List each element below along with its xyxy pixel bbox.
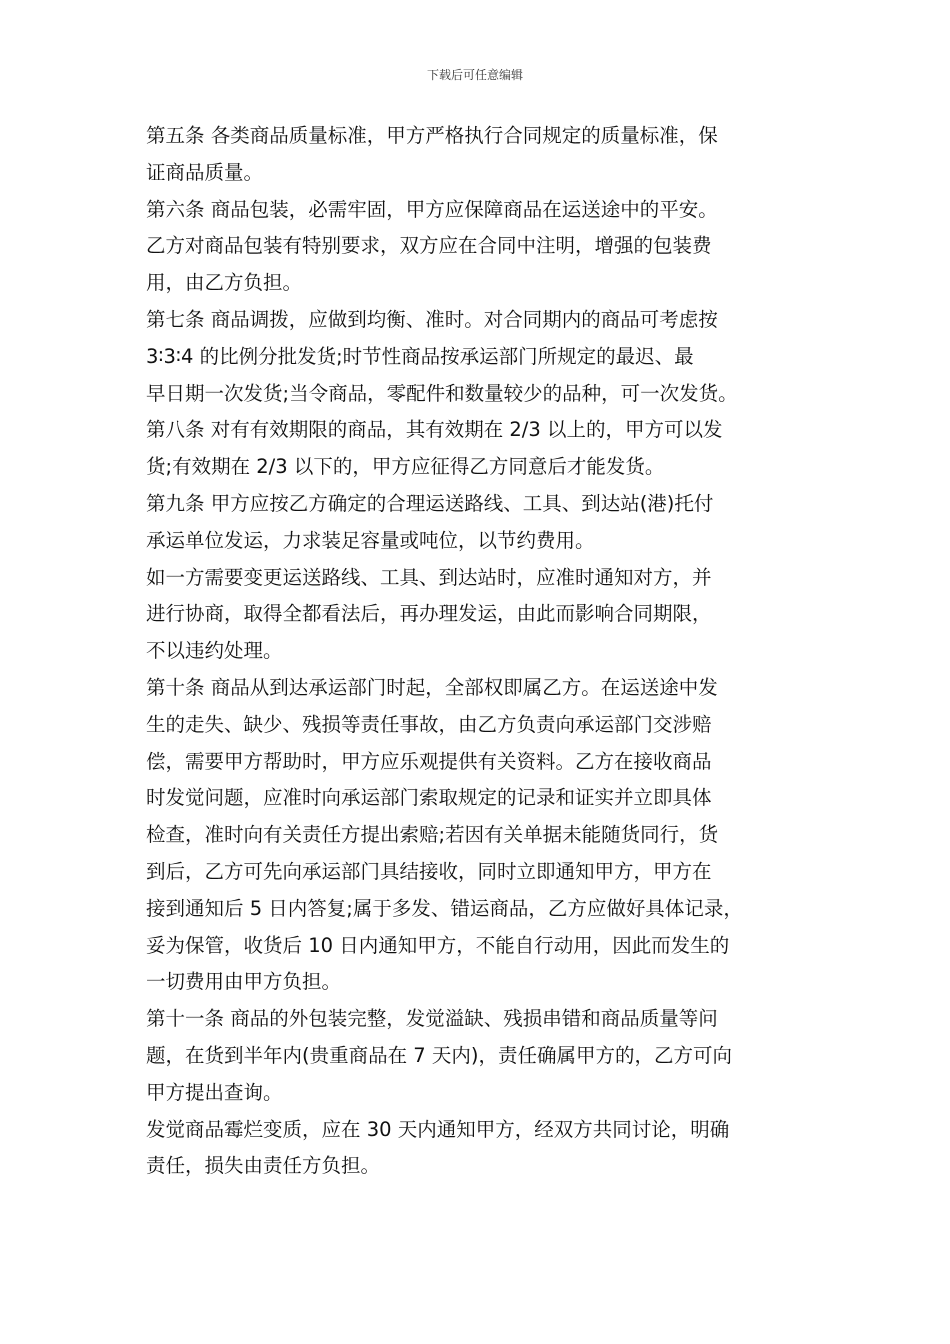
text-line: 早日期一次发货;当令商品，零配件和数量较少的品种，可一次发货。 <box>146 381 738 405</box>
text-line: 检查，准时向有关责任方提出索赔;若因有关单据未能随货同行，货 <box>146 823 719 847</box>
text-line: 第九条 甲方应按乙方确定的合理运送路线、工具、到达站(港)托付 <box>146 491 714 515</box>
text-line: 第八条 对有有效期限的商品，其有效期在 2/3 以上的，甲方可以发 <box>146 418 723 442</box>
text-line: 3∶3∶4 的比例分批发货;时节性商品按承运部门所规定的最迟、最 <box>146 344 694 368</box>
text-line: 第十条 商品从到达承运部门时起，全部权即属乙方。在运送途中发 <box>146 675 718 699</box>
page-header: 下载后可任意编辑 <box>426 68 523 82</box>
text-line: 用，由乙方负担。 <box>146 271 303 295</box>
text-line: 乙方对商品包装有特别要求，双方应在合同中注明，增强的包装费 <box>146 234 712 258</box>
document-body <box>146 118 811 1185</box>
text-line: 时发觉问题，应准时向承运部门索取规定的记录和证实并立即具体 <box>146 786 712 810</box>
text-line: 货;有效期在 2/3 以下的，甲方应征得乙方同意后才能发货。 <box>146 455 665 479</box>
text-line: 进行协商，取得全都看法后，再办理发运，由此而影响合同期限， <box>146 602 712 626</box>
text-line: 证商品质量。 <box>146 160 264 184</box>
text-line: 责任，损失由责任方负担。 <box>146 1154 381 1178</box>
text-line: 偿，需要甲方帮助时，甲方应乐观提供有关资料。乙方在接收商品 <box>146 749 712 773</box>
text-line: 第十一条 商品的外包装完整，发觉溢缺、残损串错和商品质量等问 <box>146 1007 718 1031</box>
text-line: 承运单位发运，力求装足容量或吨位，以节约费用。 <box>146 528 595 552</box>
text-line: 发觉商品霉烂变质，应在 30 天内通知甲方，经双方共同讨论，明确 <box>146 1117 730 1141</box>
text-line: 生的走失、缺少、残损等责任事故，由乙方负责向承运部门交涉赔 <box>146 712 712 736</box>
text-line: 到后，乙方可先向承运部门具结接收，同时立即通知甲方，甲方在 <box>146 859 712 883</box>
text-line: 第七条 商品调拨，应做到均衡、准时。对合同期内的商品可考虑按 <box>146 307 718 331</box>
text-line: 如一方需要变更运送路线、工具、到达站时，应准时通知对方，并 <box>146 565 712 589</box>
text-line: 一切费用由甲方负担。 <box>146 970 342 994</box>
text-line: 第六条 商品包装，必需牢固，甲方应保障商品在运送途中的平安。 <box>146 197 718 221</box>
text-line: 妥为保管，收货后 10 日内通知甲方，不能自行动用，因此而发生的 <box>146 933 730 957</box>
text-line: 不以违约处理。 <box>146 639 283 663</box>
text-line: 第五条 各类商品质量标准，甲方严格执行合同规定的质量标准，保 <box>146 124 718 147</box>
text-line: 甲方提出查询。 <box>146 1080 283 1104</box>
text-line: 题，在货到半年内(贵重商品在 7 天内)，责任确属甲方的，乙方可向 <box>146 1043 733 1067</box>
text-line: 接到通知后 5 日内答复;属于多发、错运商品，乙方应做好具体记录， <box>146 896 743 920</box>
